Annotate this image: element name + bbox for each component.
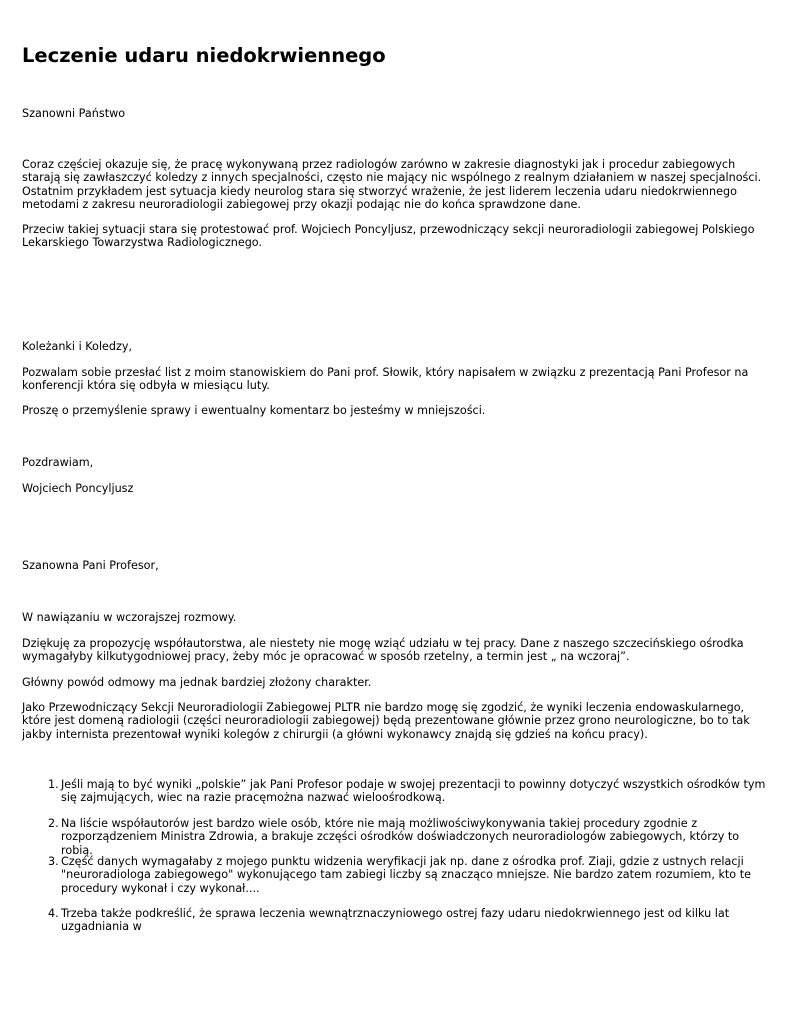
list-item-text: Jeśli mają to być wyniki „polskie” jak Pani Profesor podaje w swojej prezentacji to powinny dotyczyć wszystkich ośrodków tym się zajmujących, wiec na razie pracęmożna nazwać wieloośrodkową. xyxy=(61,778,766,805)
signature: Wojciech Poncyljusz xyxy=(22,482,134,495)
thanks-paragraph: Dziękuję za propozycję współautorstwa, ale niestety nie mogę wziąć udziału w tej pracy. Dane z naszego szczecińskiego ośrodka wymagałyby kilkutygodniowej pracy, żeby móc je opracować w sposób rzetelny, a termin jest „ na wczoraj”. xyxy=(22,637,744,664)
list-item xyxy=(22,778,772,805)
greeting-paragraph: Szanowni Państwo xyxy=(22,107,126,120)
list-item xyxy=(22,817,772,857)
list-item xyxy=(22,907,772,934)
dear-professor-salutation: Szanowna Pani Profesor, xyxy=(22,559,159,572)
reference-paragraph: W nawiązaniu w wczorajszej rozmowy. xyxy=(22,611,237,624)
list-item-text: Część danych wymagałaby z mojego punktu widzenia weryfikacji jak np. dane z ośrodka prof. Ziaji, gdzie z ustnych relacji "neuroradiologa zabiegowego" wykonującego tam zabiegi liczby są znacząco mniejsze. Nie bardzo zatem rozumiem, kto te procedury wykonał i czy wykonał.... xyxy=(61,855,751,895)
list-item-number: 2. xyxy=(48,817,59,830)
document-title: Leczenie udaru niedokrwiennego xyxy=(22,44,386,67)
request-paragraph: Proszę o przemyślenie sprawy i ewentualny komentarz bo jesteśmy w mniejszości. xyxy=(22,404,486,417)
intro-paragraph: Coraz częściej okazuje się, że pracę wykonywaną przez radiologów zarówno w zakresie diagnostyki jak i procedur zabiegowych starają się zawłaszczyć koledzy z innych specjalności, często nie mający nic wspólnego z realnym działaniem w naszej specjalności. Ostatnim przykładem jest sytuacja kiedy neurolog stara się stworzyć wrażenie, że jest liderem leczenia udaru niedokrwiennego metodami z zakresu neuroradiologii zabiegowej przy okazji podając nie do końca sprawdzone dane. xyxy=(22,158,762,211)
list-item-text: Na liście współautorów jest bardzo wiele osób, które nie mają możliwościwykonywania takiej procedury zgodnie z rozporządzeniem Ministra Zdrowia, a brakuje zczęści ośrodków doświadczonych neuroradiologów zabiegowych, którzy to robią. xyxy=(61,817,740,857)
colleagues-salutation: Koleżanki i Koledzy, xyxy=(22,340,133,353)
list-item-number: 3. xyxy=(48,855,59,868)
list-item-text: Trzeba także podkreślić, że sprawa leczenia wewnątrznaczyniowego ostrej fazy udaru niedokrwiennego jest od kilku lat uzgadniania w xyxy=(61,907,730,934)
protest-paragraph: Przeciw takiej sytuacji stara się protestować prof. Wojciech Poncyljusz, przewodniczący sekcji neuroradiologii zabiegowej Polskiego Lekarskiego Towarzystwa Radiologicznego. xyxy=(22,223,755,250)
letter-sent-paragraph: Pozwalam sobie przesłać list z moim stanowiskiem do Pani prof. Słowik, który napisałem w związku z prezentacją Pani Profesor na konferencji która się odbyła w miesiącu luty. xyxy=(22,366,749,393)
regards-paragraph: Pozdrawiam, xyxy=(22,456,94,469)
list-item xyxy=(22,855,772,895)
chairman-paragraph: Jako Przewodniczący Sekcji Neuroradiologii Zabiegowej PLTR nie bardzo mogę się zgodzić, że wyniki leczenia endowaskularnego, które jest domeną radiologii (części neuroradiologii zabiegowej) będą prezentowane głównie przez grono neurologiczne, bo to tak jakby internista prezentował wyniki kolegów z chirurgii (a główni wykonawcy znajdą się gdzieś na końcu pracy). xyxy=(22,701,750,741)
main-reason-paragraph: Główny powód odmowy ma jednak bardziej złożony charakter. xyxy=(22,676,372,689)
list-item-number: 1. xyxy=(48,778,59,791)
list-item-number: 4. xyxy=(48,907,59,920)
